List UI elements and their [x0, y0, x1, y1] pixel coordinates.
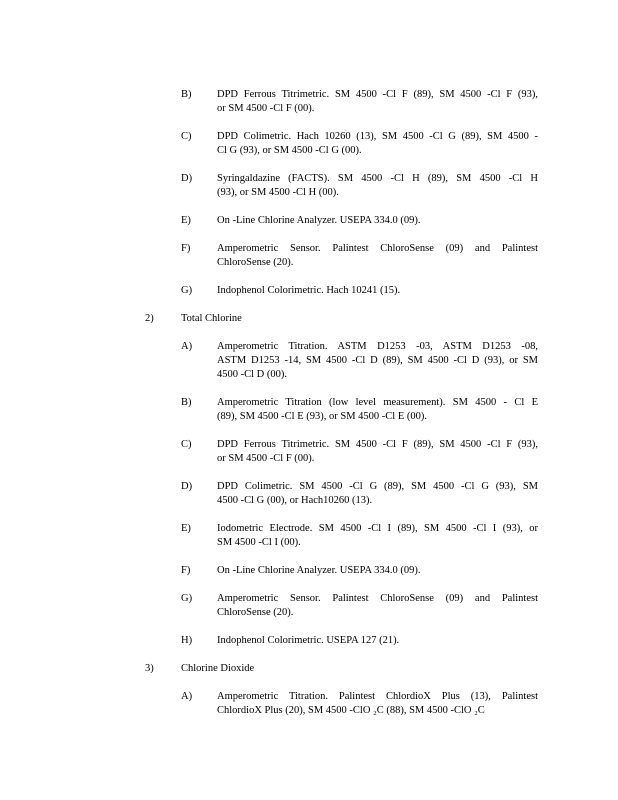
item-text: [217, 480, 538, 508]
text-line: ASTM D1253 -14, SM 4500 -Cl D (89), SM 4500 -Cl D (93), or SM: [217, 355, 538, 366]
text-line: On -Line Chlorine Analyzer. USEPA 334.0 (09).: [217, 215, 421, 226]
text-line: ChloroSense (20).: [217, 607, 294, 618]
item-text: [181, 662, 538, 676]
item-text: [217, 690, 538, 718]
text-line: DPD Ferrous Titrimetric. SM 4500 -Cl F (89), SM 4500 -Cl F (93),: [217, 439, 538, 450]
item-text: [217, 214, 538, 228]
text-line: ChlordioX Plus (20), SM 4500 -ClO ₂C (88), SM 4500 -ClO ₂C: [217, 705, 485, 716]
text-line: DPD Colimetric. SM 4500 -Cl G (89), SM 4500 -Cl G (93), SM: [217, 481, 538, 492]
item-label: C): [181, 439, 192, 450]
item-label: G): [181, 593, 193, 604]
item-label: E): [181, 215, 191, 226]
item-text: [217, 564, 538, 578]
text-line: ChloroSense (20).: [217, 257, 294, 268]
text-line: Amperometric Sensor. Palintest ChloroSense (09) and Palintest: [217, 593, 538, 604]
text-line: Iodometric Electrode. SM 4500 -Cl I (89), SM 4500 -Cl I (93), or: [217, 523, 538, 534]
text-line: 4500 -Cl G (00), or Hach10260 (13).: [217, 495, 373, 506]
item-text: [217, 634, 538, 648]
item-text: [217, 172, 538, 200]
text-line: Total Chlorine: [181, 313, 242, 324]
item-label: C): [181, 131, 192, 142]
item-label: H): [181, 635, 193, 646]
item-label: F): [181, 565, 191, 576]
item-text: [217, 396, 538, 424]
item-label: 2): [145, 313, 154, 324]
text-line: Indophenol Colorimetric. USEPA 127 (21).: [217, 635, 400, 646]
text-line: Cl G (93), or SM 4500 -Cl G (00).: [217, 145, 362, 156]
item-text: [181, 312, 538, 326]
item-text: [217, 130, 538, 158]
item-text: [217, 88, 538, 116]
item-text: [217, 438, 538, 466]
text-line: Syringaldazine (FACTS). SM 4500 -Cl H (89), SM 4500 -Cl H: [217, 173, 538, 184]
item-label: B): [181, 89, 192, 100]
text-line: Indophenol Colorimetric. Hach 10241 (15).: [217, 285, 401, 296]
item-label: D): [181, 173, 193, 184]
text-line: Chlorine Dioxide: [181, 663, 255, 674]
item-label: F): [181, 243, 191, 254]
item-label: D): [181, 481, 193, 492]
text-line: Amperometric Titration. Palintest ChlordioX Plus (13), Palintest: [217, 691, 538, 702]
item-text: [217, 242, 538, 270]
text-line: Amperometric Sensor. Palintest ChloroSense (09) and Palintest: [217, 243, 538, 254]
item-text: [217, 522, 538, 550]
text-line: DPD Ferrous Titrimetric. SM 4500 -Cl F (89), SM 4500 -Cl F (93),: [217, 89, 538, 100]
item-label: A): [181, 691, 193, 702]
item-text: [217, 284, 538, 298]
text-line: (93), or SM 4500 -Cl H (00).: [217, 187, 339, 198]
item-label: B): [181, 397, 192, 408]
text-line: Amperometric Titration. ASTM D1253 -03, ASTM D1253 -08,: [217, 341, 538, 352]
item-label: 3): [145, 663, 154, 674]
item-text: [217, 340, 538, 382]
item-text: [217, 592, 538, 620]
text-line: On -Line Chlorine Analyzer. USEPA 334.0 (09).: [217, 565, 421, 576]
text-line: or SM 4500 -Cl F (00).: [217, 453, 315, 464]
text-line: DPD Colimetric. Hach 10260 (13), SM 4500 -Cl G (89), SM 4500 -: [217, 131, 538, 142]
text-line: SM 4500 -Cl I (00).: [217, 537, 301, 548]
item-label: E): [181, 523, 191, 534]
item-label: G): [181, 285, 193, 296]
text-line: 4500 -Cl D (00).: [217, 369, 287, 380]
item-label: A): [181, 341, 193, 352]
text-line: Amperometric Titration (low level measurement). SM 4500 - Cl E: [217, 397, 538, 408]
text-line: or SM 4500 -Cl F (00).: [217, 103, 315, 114]
text-line: (89), SM 4500 -Cl E (93), or SM 4500 -Cl E (00).: [217, 411, 427, 422]
